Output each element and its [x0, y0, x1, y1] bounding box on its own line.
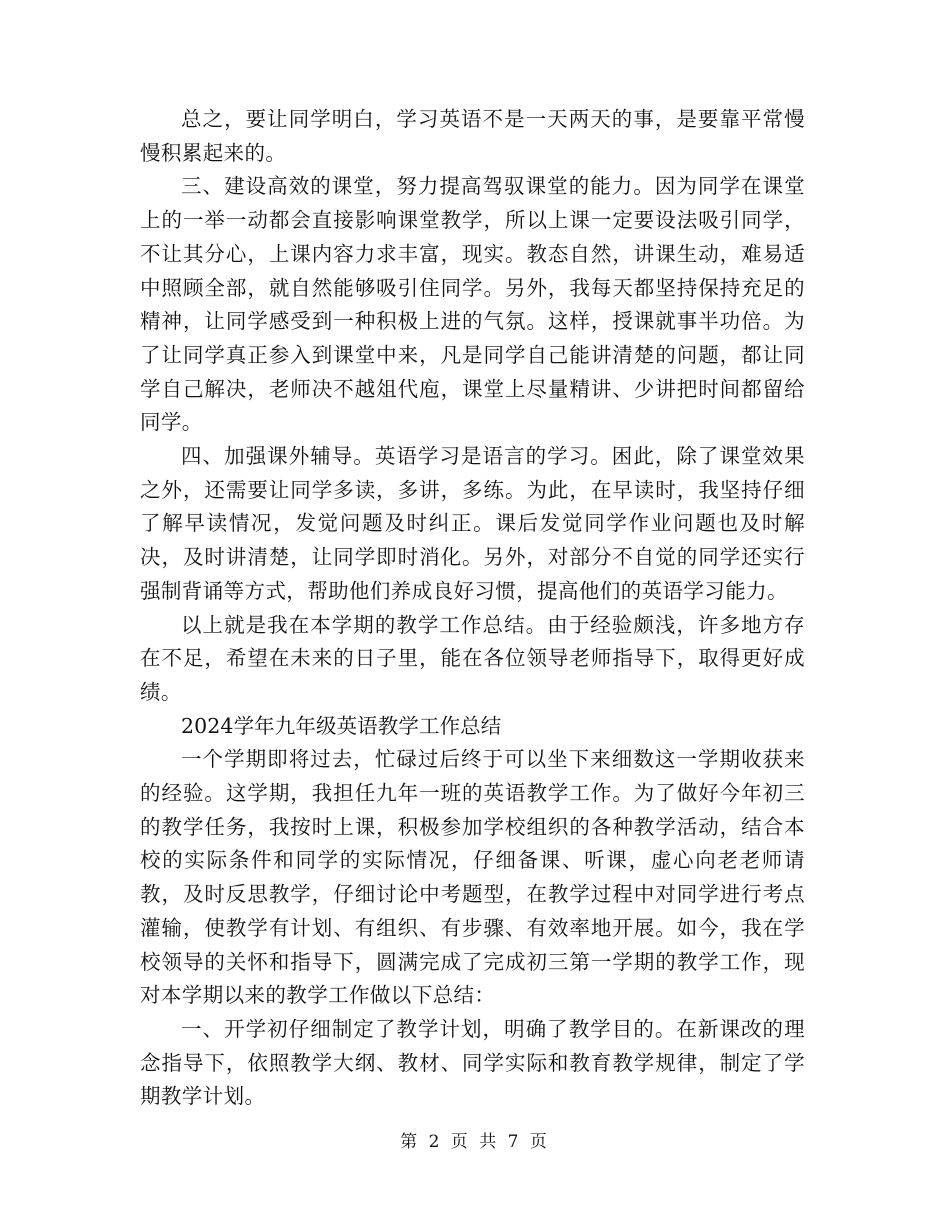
paragraph-semester-intro: 一个学期即将过去，忙碌过后终于可以坐下来细数这一学期收获来的经验。这学期，我担任九年一班的英语教学工作。为了做好今年初三的教学任务，我按时上课，积极参加学校组织的各种教学活动，结合本校的实际条件和同学的实际情况，仔细备课、听课，虚心向老老师请教，及时反思教学，仔细讨论中考题型，在教学过程中对同学进行考点灌输，使教学有计划、有组织、有步骤、有效率地开展。如今，我在学校领导的关怀和指导下，圆满完成了完成初三第一学期的教学工作，现对本学期以来的教学工作做以下总结： — [140, 747, 805, 1008]
paragraph-semester-summary: 以上就是我在本学期的教学工作总结。由于经验颇浅，许多地方存在不足，希望在未来的日子里，能在各位领导老师指导下，取得更好成绩。 — [140, 612, 805, 704]
document-body — [140, 103, 805, 1114]
paragraph-summary-conclusion: 总之，要让同学明白，学习英语不是一天两天的事，是要靠平常慢慢积累起来的。 — [140, 107, 805, 165]
page-footer: 第 2 页 共 7 页 — [400, 1132, 550, 1152]
paragraph-efficient-classroom: 三、建设高效的课堂，努力提高驾驭课堂的能力。因为同学在课堂上的一举一动都会直接影响课堂教学，所以上课一定要设法吸引同学，不让其分心，上课内容力求丰富，现实。教态自然，讲课生动，难易适中照顾全部，就自然能够吸引住同学。另外，我每天都坚持保持充足的精神，让同学感受到一种积极上进的气氛。这样，授课就事半功倍。为了让同学真正参入到课堂中来，凡是同学自己能讲清楚的问题，都让同学自己解决，老师决不越俎代庖，课堂上尽量精讲、少讲把时间都留给同学。 — [140, 174, 805, 435]
paragraph-extracurricular-tutoring: 四、加强课外辅导。英语学习是语言的学习。困此，除了课堂效果之外，还需要让同学多读，多讲，多练。为此，在早读时，我坚持仔细了解早读情况，发觉问题及时纠正。课后发觉同学作业问题也及时解决，及时讲清楚，让同学即时消化。另外，对部分不自觉的同学还实行强制背诵等方式，帮助他们养成良好习惯，提高他们的英语学习能力。 — [140, 444, 805, 603]
section-title: 2024学年九年级英语教学工作总结 — [181, 713, 502, 738]
paragraph-teaching-plan: 一、开学初仔细制定了教学计划，明确了教学目的。在新课改的理念指导下，依照教学大纲、教材、同学实际和教育教学规律，制定了学期教学计划。 — [140, 1016, 805, 1109]
